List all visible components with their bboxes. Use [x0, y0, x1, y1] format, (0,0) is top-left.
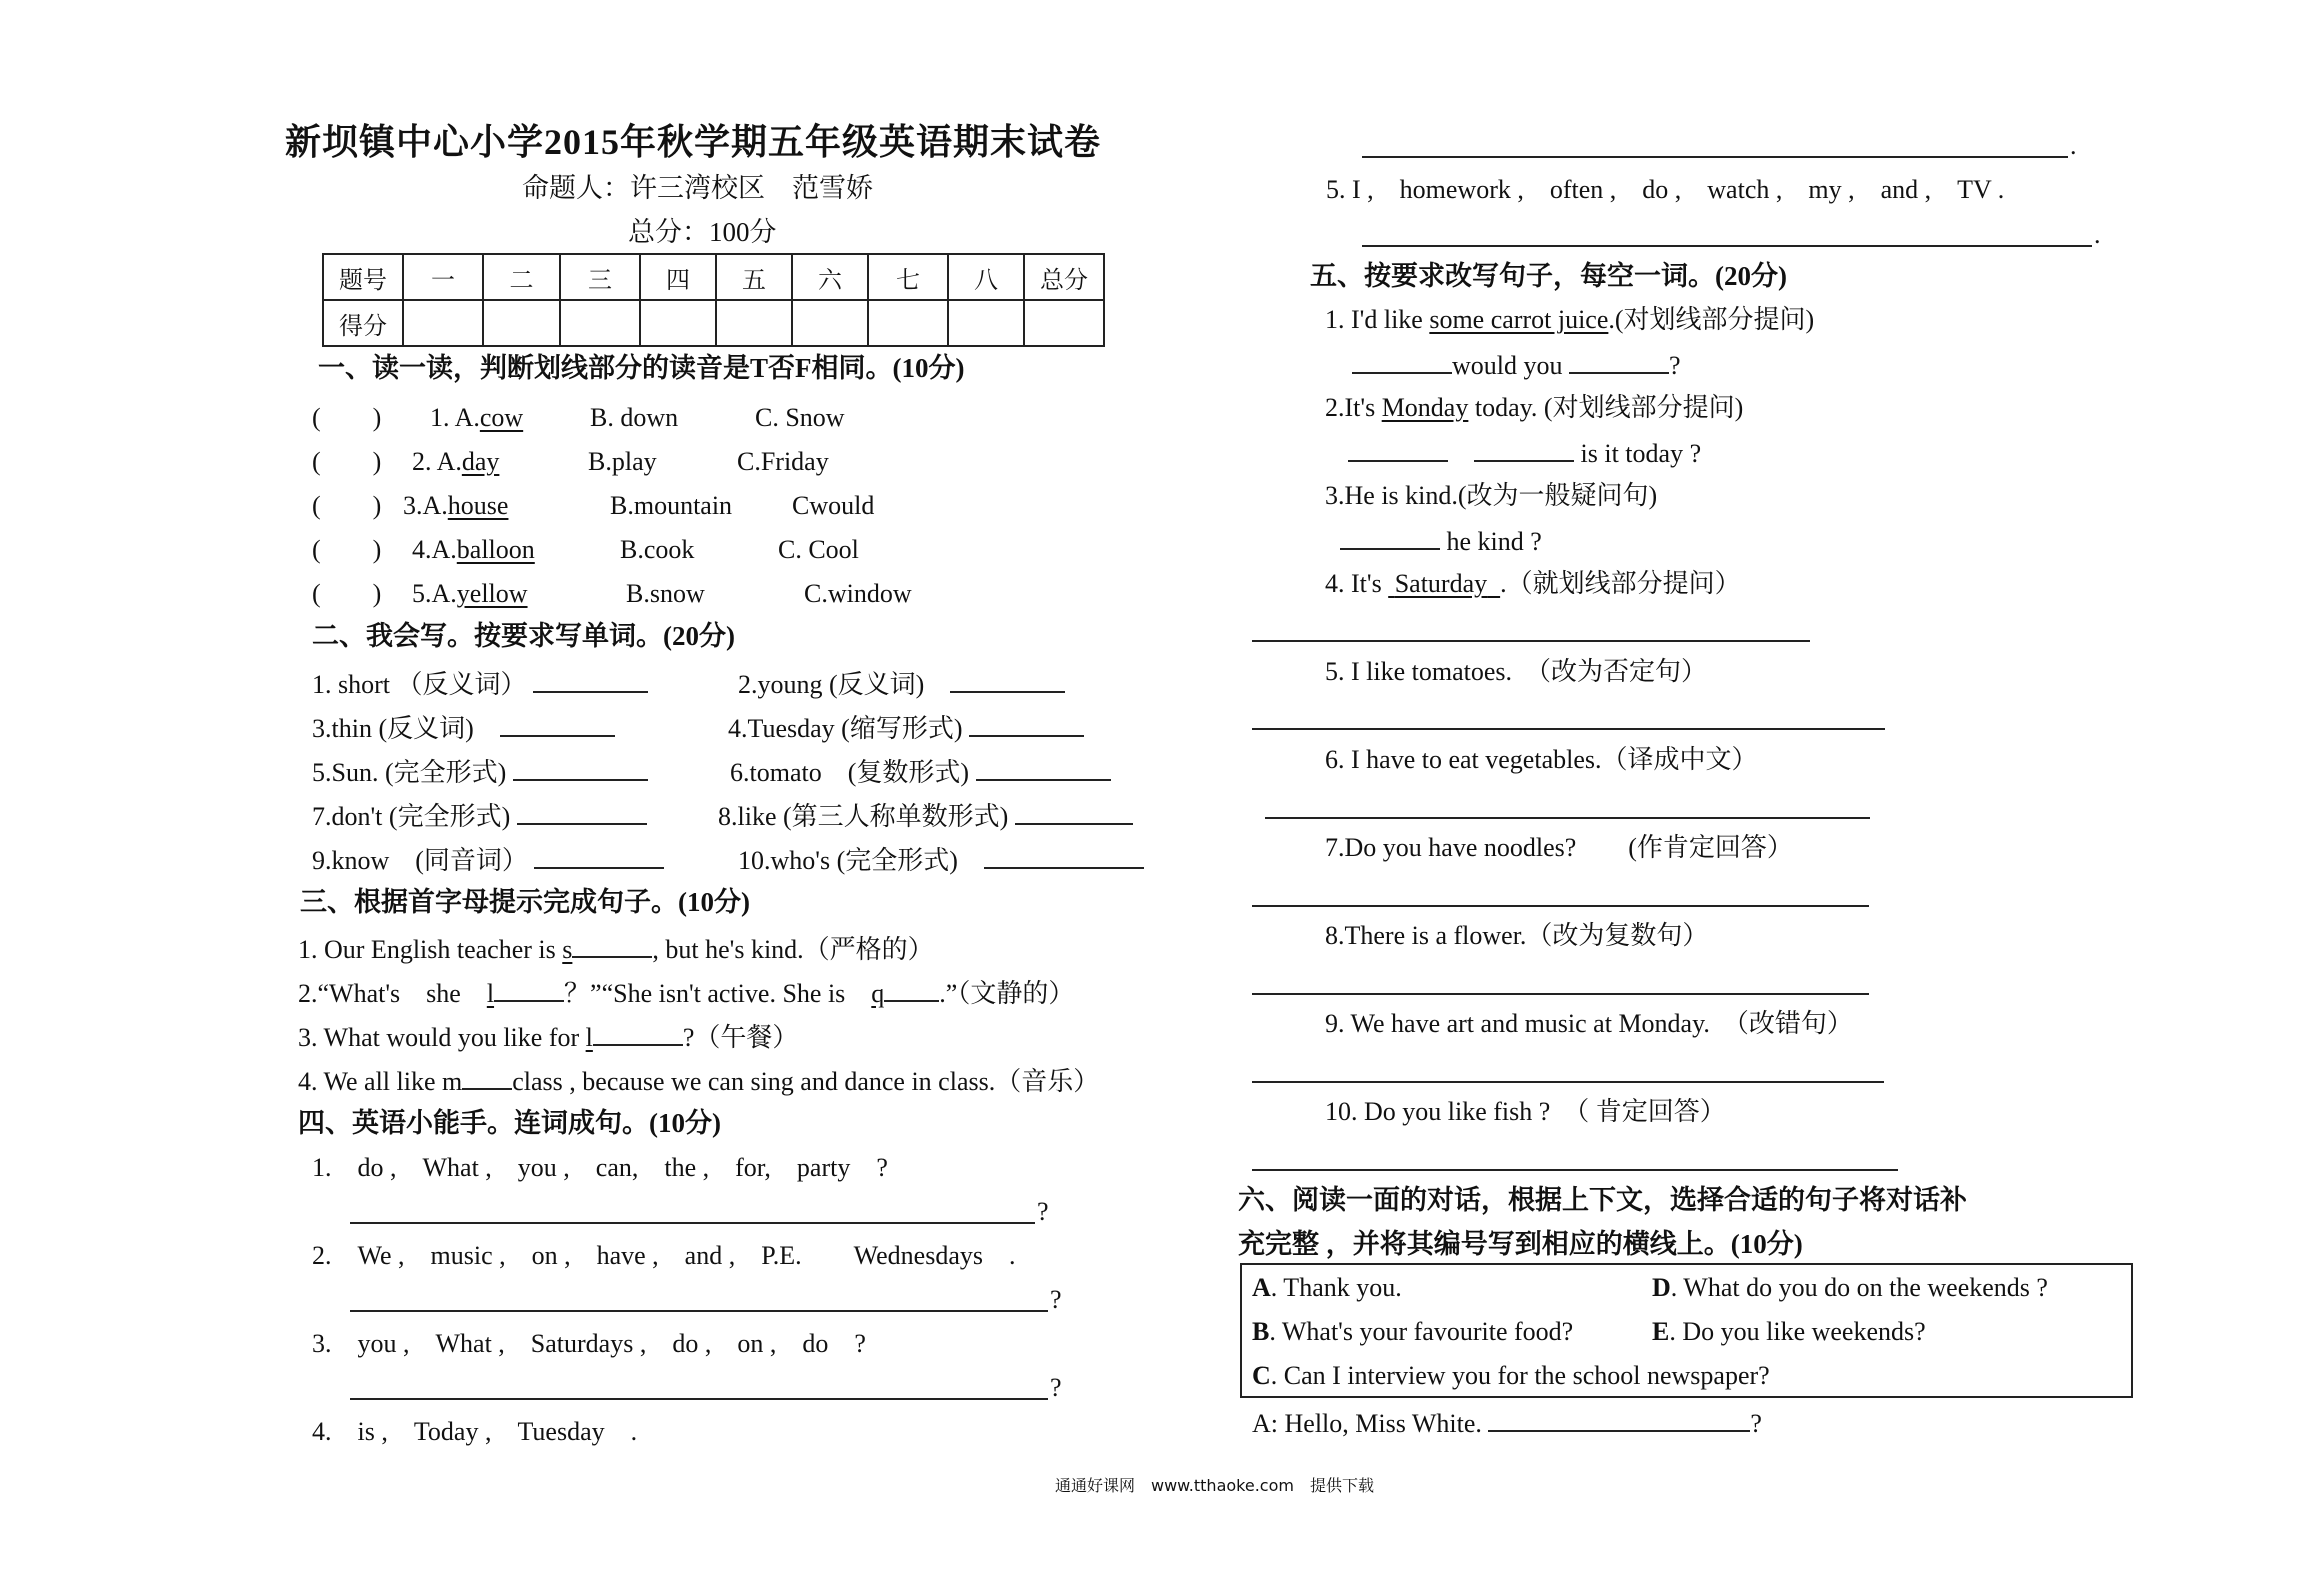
option-b: B.play	[588, 447, 657, 476]
list-item: 5.Sun. (完全形式)	[312, 755, 648, 789]
list-item: 9.know (同音词）	[312, 843, 664, 877]
option-e: E. Do you like weekends?	[1652, 1317, 1926, 1346]
table-row	[323, 254, 1104, 300]
section6-title: 六、阅读一面的对话，根据上下文，选择合适的句子将对话补	[1238, 1185, 1967, 1215]
option-b: B. down	[590, 403, 679, 432]
list-item: 2.“What's she l ？”“She isn't active. She is q .”（文静的）	[298, 976, 1074, 1010]
option-c: C. Can I interview you for the school newspaper?	[1252, 1361, 1770, 1390]
table-cell: 总分	[1024, 254, 1104, 300]
list-item: 7.don't (完全形式)	[312, 799, 647, 833]
option-a: cow	[479, 403, 524, 432]
score-input[interactable]	[403, 300, 483, 346]
item-number: 3.A.	[403, 491, 448, 520]
answer-line[interactable]	[1252, 728, 1885, 730]
list-item: 10.who's (完全形式)	[738, 843, 1144, 877]
answer-line[interactable]	[1362, 245, 2092, 247]
dialog-line: A: Hello, Miss White. ?	[1252, 1406, 1762, 1440]
score-table	[322, 253, 1105, 347]
page-title: 新坝镇中心小学2015年秋学期五年级英语期末试卷	[285, 122, 1102, 162]
list-item: 2. We , music , on , have , and , P.E. Wednesdays .	[312, 1241, 1016, 1270]
answer-line[interactable]	[1362, 156, 2068, 158]
score-input[interactable]	[483, 300, 560, 346]
list-item: 3.thin (反义词)	[312, 711, 615, 745]
option-c: C.Friday	[737, 447, 829, 476]
option-a: yellow	[456, 579, 528, 608]
option-c: C.window	[804, 579, 912, 608]
exam-page: 新坝镇中心小学2015年秋学期五年级英语期末试卷 命题人：许三湾校区 范雪娇 总分：100分 题号 一 二 三 四 五 六 七 八 总分 得分 一、读一读，判断划线部分的读音是T否F相同。(10分) ( ) 1. A.cow B. down C. Snow ( ) 2. A.day B.play C.Friday ( ) 3.A.house B.mountain Cwould ( ) 4.A.balloon B.cook C. Cool ( ) 5.A.yellow B.snow C.window 二、我会写。按要求写单词。(20分) 1. short （反义词） 2.young (反义词) 3.thin (反义词) 4.Tuesday (缩写形式) 5.Sun. (完全形式) 6.tomato (复数形式) 7.don't (完全形式) 8.like (第三人称单数形式) 9.know (同音词） 10.who's (完全形式) 三、根据首字母提示完成句子。(10分) 1. Our English teacher is s , but he's kind.（严格的） 2.“What's she l ？”“She isn't active. She is q .”（文静的） 3. What would you like for l ?（午餐） 4. We all like m class , because we can sing and dance in class.（音乐） 四、英语小能手。连词成句。(10分) 1. do , What , you , can, the , for, party ? ? 2. We , music , on , have , and , P.E. Wednesdays . ? 3. you , What , Saturdays , do , on , do ? ? 4. is , Today , Tuesday . . 5. I , homework , often , do , watch , my , and , TV . . 五、按要求改写句子，每空一词。(20分) 1. I'd like some carrot juice.(对划线部分提问) would you ? 2.It's Monday today. (对划线部分提问) is it today ? 3.He is kind.(改为一般疑问句) he kind ? 4. It's Saturday .（就划线部分提问） 5. I like tomatoes. （改为否定句） 6. I have to eat vegetables.（译成中文） 7.Do you have noodles? (作肯定回答） 8.There is a flower.（改为复数句） 9. We have art and music at Monday. （改错句） 10. Do you like fish ? （ 肯定回答） 六、阅读一面的对话，根据上下文，选择合适的句子将对话补 充完整 ，并将其编号写到相应的横线上。(10分) A. Thank you. D. What do you do on the weekends ? B. What's your favourite food? E. Do you like weekends? C. Can I interview you for the school newspaper? A: Hello, Miss White. ? 通通好课网 www.tthaoke.com 提供下载	[0, 0, 2304, 1595]
answer: he kind ?	[1340, 524, 1542, 558]
section4-title: 四、英语小能手。连词成句。(10分)	[298, 1108, 721, 1138]
list-item: 3. you , What , Saturdays , do , on , do ?	[312, 1329, 866, 1358]
option-a: A. Thank you.	[1252, 1273, 1402, 1302]
option-b: B.cook	[620, 535, 695, 564]
option-d: D. What do you do on the weekends ?	[1652, 1273, 2048, 1302]
question: 7.Do you have noodles? (作肯定回答）	[1325, 833, 1793, 862]
list-item: 1. Our English teacher is s , but he's kind.（严格的）	[298, 932, 934, 966]
option-b: B.mountain	[610, 491, 733, 520]
answer-line[interactable]	[350, 1398, 1048, 1400]
list-item: 6.tomato (复数形式)	[730, 755, 1111, 789]
item-number: 5.A.	[412, 579, 457, 608]
list-item: 5. I , homework , often , do , watch , my , and , TV .	[1326, 175, 2005, 204]
option-c: C. Cool	[778, 535, 859, 564]
section1-title: 一、读一读，判断划线部分的读音是T否F相同。(10分)	[318, 353, 965, 383]
table-cell: 五	[716, 254, 792, 300]
question: 1. I'd like some carrot juice.(对划线部分提问)	[1325, 305, 1815, 334]
option-b: B. What's your favourite food?	[1252, 1317, 1574, 1346]
table-cell: 四	[640, 254, 716, 300]
option-c: Cwould	[792, 491, 875, 520]
score-input[interactable]	[948, 300, 1024, 346]
option-a: house	[447, 491, 509, 520]
section2-title: 二、我会写。按要求写单词。(20分)	[312, 621, 735, 651]
question: 8.There is a flower.（改为复数句）	[1325, 921, 1709, 950]
score-input[interactable]	[716, 300, 792, 346]
score-input[interactable]	[1024, 300, 1104, 346]
answer-line[interactable]	[1252, 993, 1869, 995]
option-c: C. Snow	[755, 403, 845, 432]
answer-line[interactable]	[1252, 1169, 1898, 1171]
author-line: 命题人：许三湾校区 范雪娇	[522, 173, 873, 203]
answer: is it today ?	[1348, 436, 1701, 470]
score-input[interactable]	[640, 300, 716, 346]
item-number: 2. A.	[412, 447, 462, 476]
table-cell: 七	[868, 254, 948, 300]
section3-title: 三、根据首字母提示完成句子。(10分)	[300, 887, 750, 917]
table-cell: 三	[560, 254, 640, 300]
score-input[interactable]	[792, 300, 868, 346]
option-a: day	[461, 447, 500, 476]
list-item: 1. short （反义词）	[312, 667, 648, 701]
score-input[interactable]	[560, 300, 640, 346]
section6-title-cont: 充完整 ，并将其编号写到相应的横线上。(10分)	[1238, 1229, 1803, 1259]
question: 5. I like tomatoes. （改为否定句）	[1325, 657, 1708, 686]
table-cell: 六	[792, 254, 868, 300]
footer: 通通好课网 www.tthaoke.com 提供下载	[1055, 1476, 1374, 1495]
item-number: 4.A.	[412, 535, 457, 564]
list-item: 8.like (第三人称单数形式)	[718, 799, 1133, 833]
answer: would you ?	[1352, 348, 1681, 382]
score-input[interactable]	[868, 300, 948, 346]
question: 10. Do you like fish ? （ 肯定回答）	[1325, 1097, 1726, 1126]
total-score: 总分：100分	[628, 217, 777, 247]
question: 9. We have art and music at Monday. （改错句）	[1325, 1009, 1853, 1038]
table-row	[323, 300, 1104, 346]
list-item: 4.Tuesday (缩写形式)	[728, 711, 1084, 745]
question: 6. I have to eat vegetables.（译成中文）	[1325, 745, 1758, 774]
option-a: balloon	[456, 535, 535, 564]
answer-line[interactable]	[350, 1222, 1035, 1224]
section5-title: 五、按要求改写句子，每空一词。(20分)	[1310, 261, 1787, 291]
list-item: 1. do , What , you , can, the , for, party ?	[312, 1153, 888, 1182]
table-cell: 二	[483, 254, 560, 300]
answer-line[interactable]	[1252, 1081, 1884, 1083]
list-item: 3. What would you like for l ?（午餐）	[298, 1020, 798, 1054]
item-number: 1. A.	[430, 403, 480, 432]
table-cell: 题号	[323, 254, 403, 300]
list-item: 4. We all like m class , because we can sing and dance in class.（音乐）	[298, 1064, 1099, 1098]
table-cell: 一	[403, 254, 483, 300]
answer-line[interactable]	[350, 1310, 1048, 1312]
question: 3.He is kind.(改为一般疑问句)	[1325, 481, 1658, 510]
table-cell: 得分	[323, 300, 403, 346]
list-item: 2.young (反义词)	[738, 667, 1065, 701]
answer-line[interactable]	[1252, 640, 1810, 642]
question: 2.It's Monday today. (对划线部分提问)	[1325, 393, 1744, 422]
question: 4. It's Saturday .（就划线部分提问）	[1325, 569, 1741, 598]
table-cell: 八	[948, 254, 1024, 300]
list-item: 4. is , Today , Tuesday .	[312, 1417, 638, 1446]
answer-line[interactable]	[1252, 905, 1869, 907]
answer-line[interactable]	[1265, 817, 1870, 819]
option-b: B.snow	[626, 579, 705, 608]
